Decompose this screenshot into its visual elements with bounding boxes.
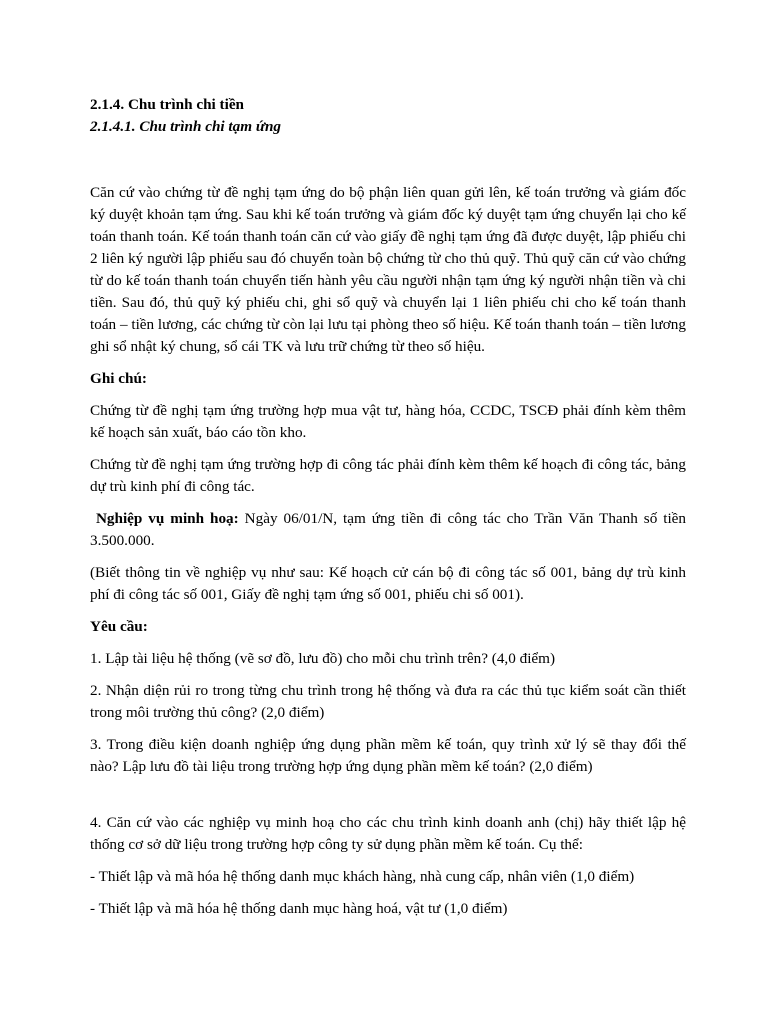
sub-item-1: - Thiết lập và mã hóa hệ thống danh mục khách hàng, nhà cung cấp, nhân viên (1,0 điểm) [90, 868, 635, 885]
note-paragraph-1: Chứng từ đề nghị tạm ứng trường hợp mua vật tư, hàng hóa, CCDC, TSCĐ phải đính kèm thêm kế hoạch sản xuất, báo cáo tồn kho. [90, 402, 686, 441]
note-paragraph-2: Chứng từ đề nghị tạm ứng trường hợp đi công tác phải đính kèm thêm kế hoạch đi công tác, bảng dự trù kinh phí đi công tác. [90, 456, 686, 495]
example-text: Ngày 06/01/N, tạm ứng tiền đi công tác cho Trần Văn Thanh số tiền 3.500.000. [90, 510, 686, 549]
requirement-item-1: 1. Lập tài liệu hệ thống (vẽ sơ đồ, lưu đồ) cho mỗi chu trình trên? (4,0 điểm) [90, 650, 556, 667]
requirement-item-4: 4. Căn cứ vào các nghiệp vụ minh hoạ cho các chu trình kinh doanh anh (chị) hãy thiết lập hệ thống cơ sở dữ liệu trong trường hợp công ty sử dụng phần mềm kế toán. Cụ thể: [90, 814, 686, 853]
subsection-heading: 2.1.4.1. Chu trình chi tạm ứng [90, 118, 281, 135]
requirements-label: Yêu cầu: [90, 618, 148, 635]
sub-item-2: - Thiết lập và mã hóa hệ thống danh mục hàng hoá, vật tư (1,0 điểm) [90, 900, 508, 917]
document-page [90, 94, 686, 930]
requirement-item-2: 2. Nhận diện rủi ro trong từng chu trình trong hệ thống và đưa ra các thủ tục kiểm soát cần thiết trong môi trường thủ công? (2,0 điểm) [90, 682, 686, 721]
example-label: Nghiệp vụ minh hoạ: [95, 510, 239, 527]
section-heading: 2.1.4. Chu trình chi tiền [90, 96, 245, 113]
requirement-item-3: 3. Trong điều kiện doanh nghiệp ứng dụng phần mềm kế toán, quy trình xử lý sẽ thay đổi thế nào? Lập lưu đồ tài liệu trong trường hợp ứng dụng phần mềm kế toán? (2,0 điểm) [90, 736, 686, 775]
note-label: Ghi chú: [90, 370, 147, 387]
intro-paragraph: Căn cứ vào chứng từ đề nghị tạm ứng do bộ phận liên quan gửi lên, kế toán trưởng và giám đốc ký duyệt khoản tạm ứng. Sau khi kế toán trưởng và giám đốc ký duyệt tạm ứng chuyển lại cho kế toán thanh toán. Kế toán thanh toán căn cứ vào giấy đề nghị tạm ứng đã được duyệt, lập phiếu chi 2 liên ký người lập phiếu sau đó chuyển toàn bộ chứng từ cho thủ quỹ. Thủ quỹ căn cứ vào chứng từ do kế toán thanh toán chuyển tiến hành yêu cầu người nhận tạm ứng ký người nhận tiền và chi tiền. Sau đó, thủ quỹ ký phiếu chi, ghi sổ quỹ và chuyển lại 1 liên phiếu chi cho kế toán thanh toán – tiền lương, các chứng từ còn lại lưu tại phòng theo số hiệu. Kế toán thanh toán – tiền lương ghi sổ nhật ký chung, sổ cái TK và lưu trữ chứng từ theo số hiệu. [90, 184, 686, 355]
example-paragraph [90, 508, 686, 552]
info-paragraph: (Biết thông tin về nghiệp vụ như sau: Kế hoạch cử cán bộ đi công tác số 001, bảng dự trù kinh phí đi công tác số 001, Giấy đề nghị tạm ứng số 001, phiếu chi số 001). [90, 564, 686, 603]
